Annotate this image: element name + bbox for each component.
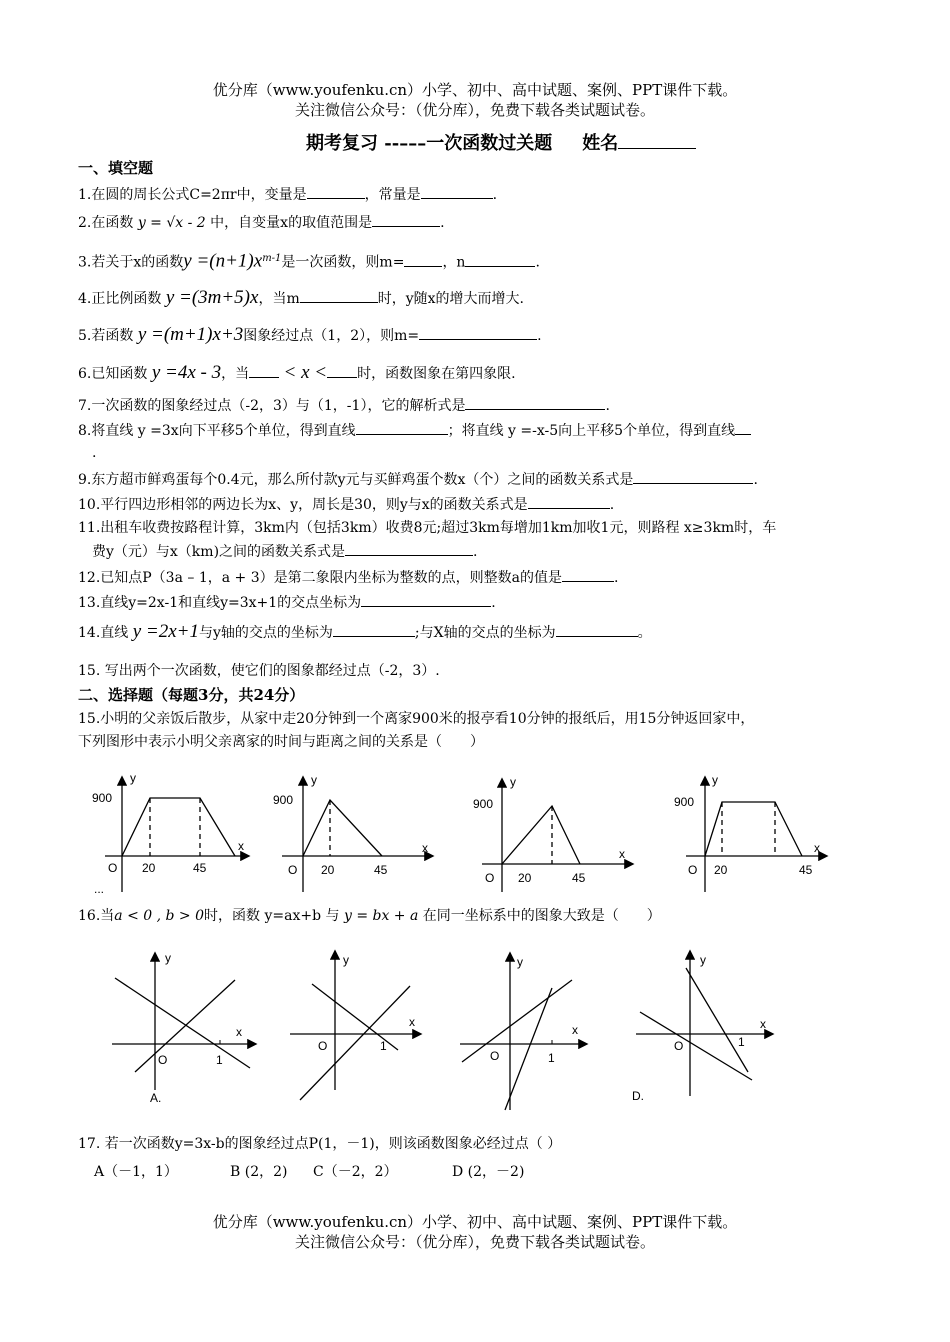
q4-text-3: 时，y随x的增大而增大. [377,291,524,307]
q14-text-4: 。 [637,625,652,641]
q15b-tick-20: 20 [321,863,335,877]
question-16 [78,906,661,926]
question-6 [78,363,516,384]
q1-text: 1.在圆的周长公式C=2πr中，变量是 [78,187,307,203]
question-15-write: 15. 写出两个一次函数，使它们的图象都经过点（-2，3）. [78,663,440,679]
q6-text: 6.已知函数 [78,366,148,382]
q16-text-2: 时，函数 y=ax+b 与 [204,908,340,924]
q8-period: . [92,445,97,461]
q15a-dots: ... [94,882,105,896]
q3-text-2: 是一次函数，则m= [281,254,405,271]
q16-graph-a[interactable] [112,954,255,1090]
q16b-origin: O [318,1039,328,1053]
q6-blank-2[interactable] [327,363,357,378]
q5-text-3: . [537,328,542,344]
question-1 [78,184,497,205]
q5-text-2: 图象经过点（1，2），则m= [243,328,420,344]
q17-option-b[interactable]: B (2，2) [230,1164,288,1180]
q3-text: 3.若关于x的函数 [78,254,184,271]
q8-blank-1[interactable] [356,420,448,435]
q9-blank[interactable] [633,469,753,484]
q16d-y-label: y [700,953,706,967]
q15a-y-label: y [130,771,136,785]
q16d-origin: O [674,1039,684,1053]
question-14 [78,622,652,643]
q1-text-2: ，常量是 [364,187,421,203]
q16c-y-label: y [517,955,523,969]
q3-blank-2[interactable] [465,252,535,267]
question-4 [78,288,524,309]
q17-option-d[interactable]: D (2，－2) [452,1164,525,1180]
q7-text: 7.一次函数的图象经过点（-2，3）与（1，-1），它的解析式是 [78,398,466,414]
q2-text: 2.在函数 [78,215,134,231]
q11-text-3: . [473,544,478,560]
q3-blank-1[interactable] [404,252,442,267]
q16d-label: D. [632,1089,644,1103]
question-3 [78,249,540,273]
q16b-tick: 1 [380,1039,387,1053]
q4-text-2: ，当m [258,291,300,307]
q11-blank[interactable] [345,541,473,556]
title-main: 期考复习 --–––一次函数过关题 [306,133,553,154]
header-line-1: 优分库（www.youfenku.cn）小学、初中、高中试题、案例、PPT课件下载。 [212,81,738,99]
q16b-x-label: x [409,1015,415,1029]
question-2 [78,212,445,233]
q15a-origin: O [108,861,118,875]
q6-text-3: 时，函数图象在第四象限. [357,366,516,382]
q13-blank[interactable] [361,592,491,607]
q16a-tick: 1 [216,1053,223,1067]
q14-blank-2[interactable] [556,622,638,637]
q8-text: 8.将直线 y =3x向下平移5个单位，得到直线 [78,423,356,439]
q10-blank[interactable] [528,494,610,509]
q15c-tick-45: 45 [572,871,586,885]
q15a-x-label: x [238,839,244,853]
question-5 [78,325,542,346]
q4-blank[interactable] [300,288,378,303]
q16a-y-label: y [165,951,171,965]
q15d-origin: O [688,863,698,877]
q3-text-3: ，n [442,254,466,271]
q15b-origin: O [288,863,298,877]
q16c-x-label: x [572,1023,578,1037]
q8-text-2: ；将直线 y =-x-5向上平移5个单位，得到直线 [447,423,736,439]
q17-option-c[interactable]: C（－2，2） [313,1164,398,1180]
q12-blank[interactable] [562,567,614,582]
q3-formula: y =(n+1)x [183,250,263,272]
q1-blank-1[interactable] [307,184,365,199]
section-fill-blank: 一、填空题 [78,159,154,177]
q15a-tick-20: 20 [142,861,156,875]
question-9 [78,469,758,490]
question-8 [78,420,751,441]
q16c-tick: 1 [548,1051,555,1065]
q3-exponent: m-1 [262,253,282,264]
q12-text-2: . [613,570,619,586]
q10-text-2: . [609,497,615,513]
question-11: 11.出租车收费按路程计算，3km内（包括3km）收费8元;超过3km每增加1km加收1元，则路程 x≥3km时，车 [78,520,777,536]
question-17: 17. 若一次函数y=3x-b的图象经过点P(1，－1)，则该函数图象必经过点（ ） [78,1136,562,1152]
footer-line-2: 关注微信公众号：（优分库），免费下载各类试题试卷。 [294,1233,655,1251]
q15d-x-label: x [814,841,820,855]
q16a-x-label: x [236,1025,242,1039]
q15c-y-label: y [510,775,516,789]
q3-text-4: . [535,254,540,271]
q16a-origin: O [158,1053,168,1067]
q15-graph-a[interactable] [105,778,248,892]
q15c-x-label: x [619,847,625,861]
q15c-tick-20: 20 [518,871,532,885]
header-line-2: 关注微信公众号：（优分库），免费下载各类试题试卷。 [294,101,655,119]
q16-text-3: 在同一坐标系中的图象大致是（ ） [422,908,661,924]
q13-text-2: . [491,595,496,611]
q16a-label: A. [150,1091,162,1105]
q6-blank-1[interactable] [249,363,279,378]
q7-text-2: . [605,398,610,414]
question-10 [78,494,614,515]
q15d-y-label: y [712,773,718,787]
q8-blank-2[interactable] [735,420,751,435]
q14-text-2: 与y轴的交点的坐标为 [198,625,333,641]
q15b-y-label: y [311,773,317,787]
q17-option-a[interactable]: A（－1，1） [94,1164,178,1180]
question-13 [78,592,496,613]
page-title [306,129,696,155]
q2-text-2: 中，自变量x的取值范围是 [210,215,373,231]
q16-graph-b[interactable] [290,952,420,1100]
q6-formula: y =4x - 3 [151,362,222,383]
q16d-tick: 1 [738,1035,745,1049]
q6-inequality: < x < [283,362,328,383]
q4-text: 4.正比例函数 [78,291,162,307]
q5-text: 5.若函数 [78,328,134,344]
name-label: 姓名 [582,133,619,154]
question-15-line-1: 15.小明的父亲饭后散步，从家中走20分钟到一个离家900米的报亭看10分钟的报纸后，用15分钟返回家中， [78,711,755,727]
q11-text-2: 费y（元）与x（km)之间的函数关系式是 [92,544,346,560]
q7-blank[interactable] [465,395,605,410]
q15c-y-tick: 900 [473,797,494,811]
q13-text: 13.直线y=2x-1和直线y=3x+1的交点坐标为 [78,595,362,611]
question-12 [78,567,618,588]
question-11-line-2 [92,541,477,562]
q15d-y-tick: 900 [674,795,695,809]
q16-formula: y = bx + a [343,908,419,924]
section-multiple-choice: 二、选择题（每题3分，共24分） [78,686,305,704]
q15c-origin: O [485,871,495,885]
q15a-tick-45: 45 [193,861,207,875]
q5-blank[interactable] [419,325,537,340]
q16c-origin: O [490,1049,500,1063]
q2-blank[interactable] [372,212,440,227]
q15d-tick-20: 20 [714,863,728,877]
q5-formula: y =(m+1)x+3 [137,324,244,345]
q15-graph-c[interactable] [482,780,632,892]
q16-condition: a < 0 , b > 0 [114,908,205,924]
footer-line-1: 优分库（www.youfenku.cn）小学、初中、高中试题、案例、PPT课件下载。 [212,1213,738,1231]
name-blank[interactable] [618,134,696,149]
q9-text-2: . [753,472,758,488]
q4-formula: y =(3m+5)x [165,287,259,308]
q15b-y-tick: 900 [273,793,294,807]
q6-text-2: ，当 [221,366,250,382]
q15a-y-tick: 900 [92,791,113,805]
q15b-tick-45: 45 [374,863,388,877]
q16b-y-label: y [343,953,349,967]
q9-text: 9.东方超市鲜鸡蛋每个0.4元，那么所付款y元与买鲜鸡蛋个数x（个）之间的函数关系式是 [78,472,634,488]
q15-graph-b[interactable] [282,778,432,892]
q10-text: 10.平行四边形相邻的两边长为x、y，周长是30，则y与x的函数关系式是 [78,497,528,513]
q1-blank-2[interactable] [421,184,493,199]
q14-text: 14.直线 [78,625,129,641]
q14-blank-1[interactable] [333,622,415,637]
q12-text: 12.已知点P（3a – 1，a + 3）是第二象限内坐标为整数的点，则整数a的值是 [78,570,562,586]
q15d-tick-45: 45 [799,863,813,877]
q2-text-3: . [440,215,445,231]
q14-formula: y =2x+1 [132,621,199,642]
q14-text-3: ;与X轴的交点的坐标为 [414,625,556,641]
question-7 [78,395,610,416]
q15-graphs [0,760,950,900]
q16-graph-d[interactable] [636,952,772,1096]
q16-text: 16.当 [78,908,115,924]
q16d-x-label: x [760,1017,766,1031]
q16-graph-c[interactable] [460,954,586,1110]
q2-formula: y = √x - 2 [137,215,206,231]
q15b-x-label: x [422,841,428,855]
q1-text-3: . [492,187,498,203]
question-15-line-2: 下列图形中表示小明父亲离家的时间与距离之间的关系是（ ） [78,734,484,750]
q16-graphs [0,940,950,1120]
